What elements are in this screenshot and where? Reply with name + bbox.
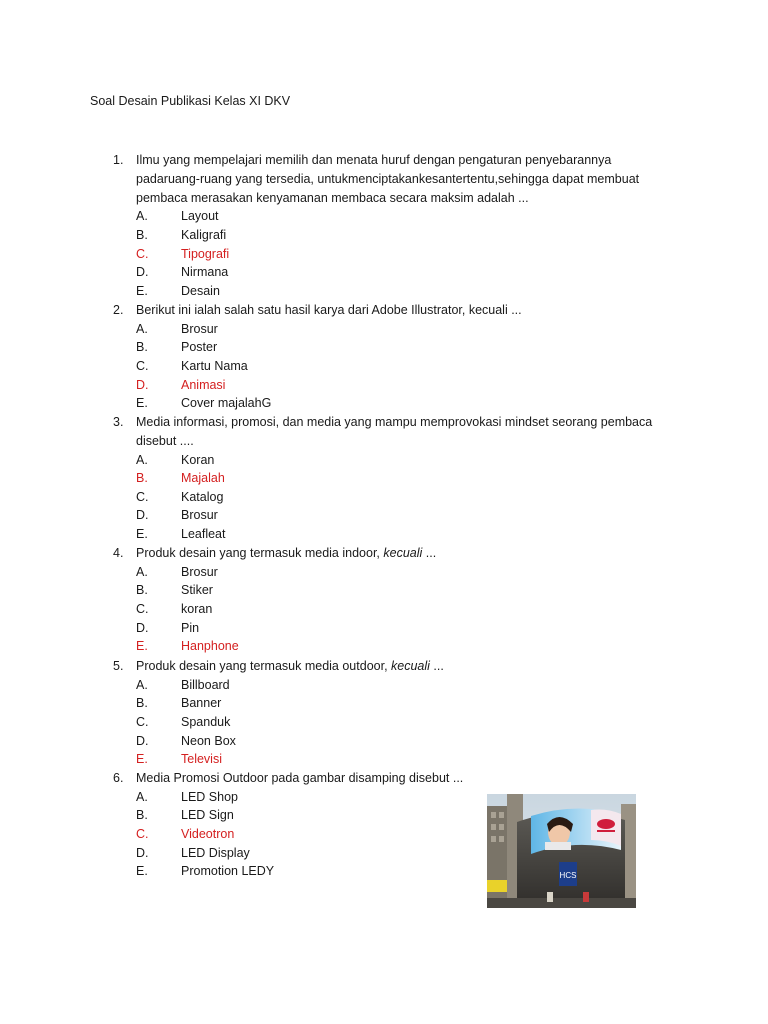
option: A. LED Shop — [136, 789, 238, 804]
question-number: 6. — [113, 771, 124, 785]
photo-sign-text: HCS — [559, 871, 577, 880]
question-number: 5. — [113, 659, 124, 673]
option-correct: C. Videotron — [136, 826, 235, 841]
option: D. Brosur — [136, 508, 218, 523]
option: A. Brosur — [136, 321, 218, 336]
option: E. Desain — [136, 283, 220, 298]
question-5 — [113, 657, 673, 769]
option: E. Promotion LEDY — [136, 864, 275, 879]
question-number: 1. — [113, 153, 124, 167]
option: A. Layout — [136, 209, 219, 224]
option-correct: E. Televisi — [136, 752, 222, 767]
option: D. Neon Box — [136, 733, 236, 748]
option: A. Koran — [136, 452, 215, 467]
option: B. Poster — [136, 340, 218, 355]
option: A. Brosur — [136, 564, 218, 579]
option: C. Katalog — [136, 489, 224, 504]
option: B. Stiker — [136, 583, 213, 598]
document-title: Soal Desain Publikasi Kelas XI DKV — [90, 94, 291, 108]
option-correct: E. Hanphone — [136, 639, 239, 654]
question-text: Ilmu yang mempelajari memilih dan menata huruf dengan pengaturan penyebarannya padaruang-ruang yang tersedia, untukmenciptakankesantertentu,sehingga dapat membuat pembaca merasakan kenyamanan membaca secara maksim adalah ... — [136, 153, 640, 205]
question-text: Berikut ini ialah salah satu hasil karya dari Adobe Illustrator, kecuali ... — [136, 303, 522, 317]
option: B. Banner — [136, 696, 222, 711]
question-2 — [113, 301, 673, 413]
option-correct: D. Animasi — [136, 377, 226, 392]
option: B. Kaligrafi — [136, 227, 227, 242]
option: E. Leafleat — [136, 526, 226, 541]
option: B. LED Sign — [136, 808, 234, 823]
question-4 — [113, 544, 673, 656]
question-number: 4. — [113, 546, 124, 560]
videotron-photo-icon — [487, 794, 636, 908]
option: C. Spanduk — [136, 714, 231, 729]
option: D. Nirmana — [136, 265, 229, 280]
question-3 — [113, 413, 673, 544]
question-text: Produk desain yang termasuk media indoor, kecuali ... — [136, 546, 437, 560]
option: C. Kartu Nama — [136, 358, 248, 373]
question-number: 3. — [113, 415, 124, 429]
option-correct: B. Majalah — [136, 471, 225, 486]
option: A. Billboard — [136, 677, 230, 692]
question-text: Media informasi, promosi, dan media yang mampu memprovokasi mindset seorang pembaca disebut .... — [136, 415, 653, 448]
question-number: 2. — [113, 303, 124, 317]
option: E. Cover majalahG — [136, 396, 272, 411]
option: C. koran — [136, 601, 213, 616]
option: D. Pin — [136, 620, 200, 635]
question-text: Produk desain yang termasuk media outdoor, kecuali ... — [136, 659, 444, 673]
option: D. LED Display — [136, 845, 250, 860]
question-1 — [113, 151, 673, 300]
option-correct: C. Tipografi — [136, 246, 230, 261]
question-text: Media Promosi Outdoor pada gambar disamping disebut ... — [136, 771, 464, 785]
